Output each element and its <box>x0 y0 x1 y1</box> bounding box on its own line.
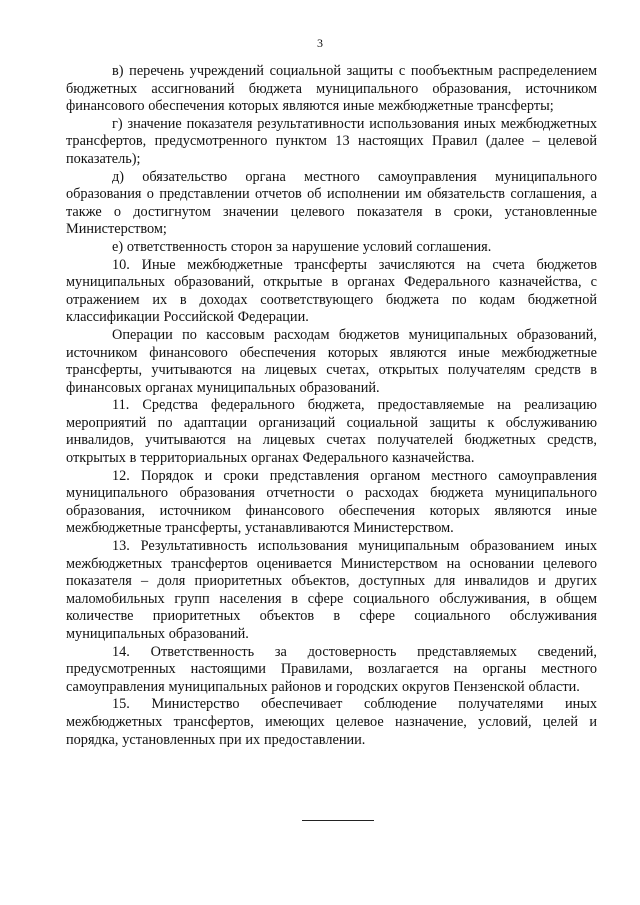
paragraph-clause-13: 13. Результативность использования муниципальным образованием иных межбюджетных трансфертов оценивается Министерством на основании целевого показателя – доля приоритетных объектов, доступных для инвалидов и других маломобильных групп населения в сфере социального обслуживания, в общем количестве приоритетных объектов в сфере социального обслуживания муниципальных образований. <box>66 538 597 642</box>
paragraph-clause-14: 14. Ответственность за достоверность представляемых сведений, предусмотренных настоящими Правилами, возлагается на органы местного самоуправления муниципальных районов и городских округов Пензенской области. <box>66 643 597 695</box>
paragraph-clause-10-operations: Операции по кассовым расходам бюджетов муниципальных образований, источником финансового обеспечения которых являются иные межбюджетные трансферты, учитываются на лицевых счетах, открытых получателям средств в финансовых органах муниципальных образований. <box>66 326 597 396</box>
paragraph-item-d: д) обязательство органа местного самоуправления муниципального образования о представлении отчетов об исполнении им обязательств соглашения, а также о достигнутом значении целевого показателя в сроки, установленные Министерством; <box>66 168 597 238</box>
paragraph-item-e: е) ответственность сторон за нарушение условий соглашения. <box>112 238 492 255</box>
paragraph-clause-15: 15. Министерство обеспечивает соблюдение получателями иных межбюджетных трансфертов, имеющих целевое назначение, условий, целей и порядка, установленных при их предоставлении. <box>66 696 597 748</box>
end-separator-line <box>302 820 374 821</box>
paragraph-clause-10: 10. Иные межбюджетные трансферты зачисляются на счета бюджетов муниципальных образований, открытые в органах Федерального казначейства, с отражением их в доходах соответствующего бюджета по кодам бюджетной классификации Российской Федерации. <box>66 256 597 326</box>
paragraph-item-v: в) перечень учреждений социальной защиты с пообъектным распределением бюджетных ассигнований бюджета муниципального образования, источником финансового обеспечения которых являются иные межбюджетные трансферты; <box>66 63 597 115</box>
document-body <box>66 63 597 749</box>
paragraph-clause-12: 12. Порядок и сроки представления органом местного самоуправления муниципального образования отчетности о расходах бюджета муниципального образования, источником финансового обеспечения которых являются иные межбюджетные трансферты, устанавливаются Министерством. <box>66 467 597 537</box>
paragraph-item-g: г) значение показателя результативности использования иных межбюджетных трансфертов, предусмотренного пунктом 13 настоящих Правил (далее – целевой показатель); <box>66 115 597 167</box>
paragraph-clause-11: 11. Средства федерального бюджета, предоставляемые на реализацию мероприятий по адаптации организаций социальной защиты к обслуживанию инвалидов, учитываются на лицевых счетах получателей бюджетных средств, открытых в территориальных органах Федерального казначейства. <box>66 397 597 467</box>
page-number: 3 <box>317 36 323 50</box>
